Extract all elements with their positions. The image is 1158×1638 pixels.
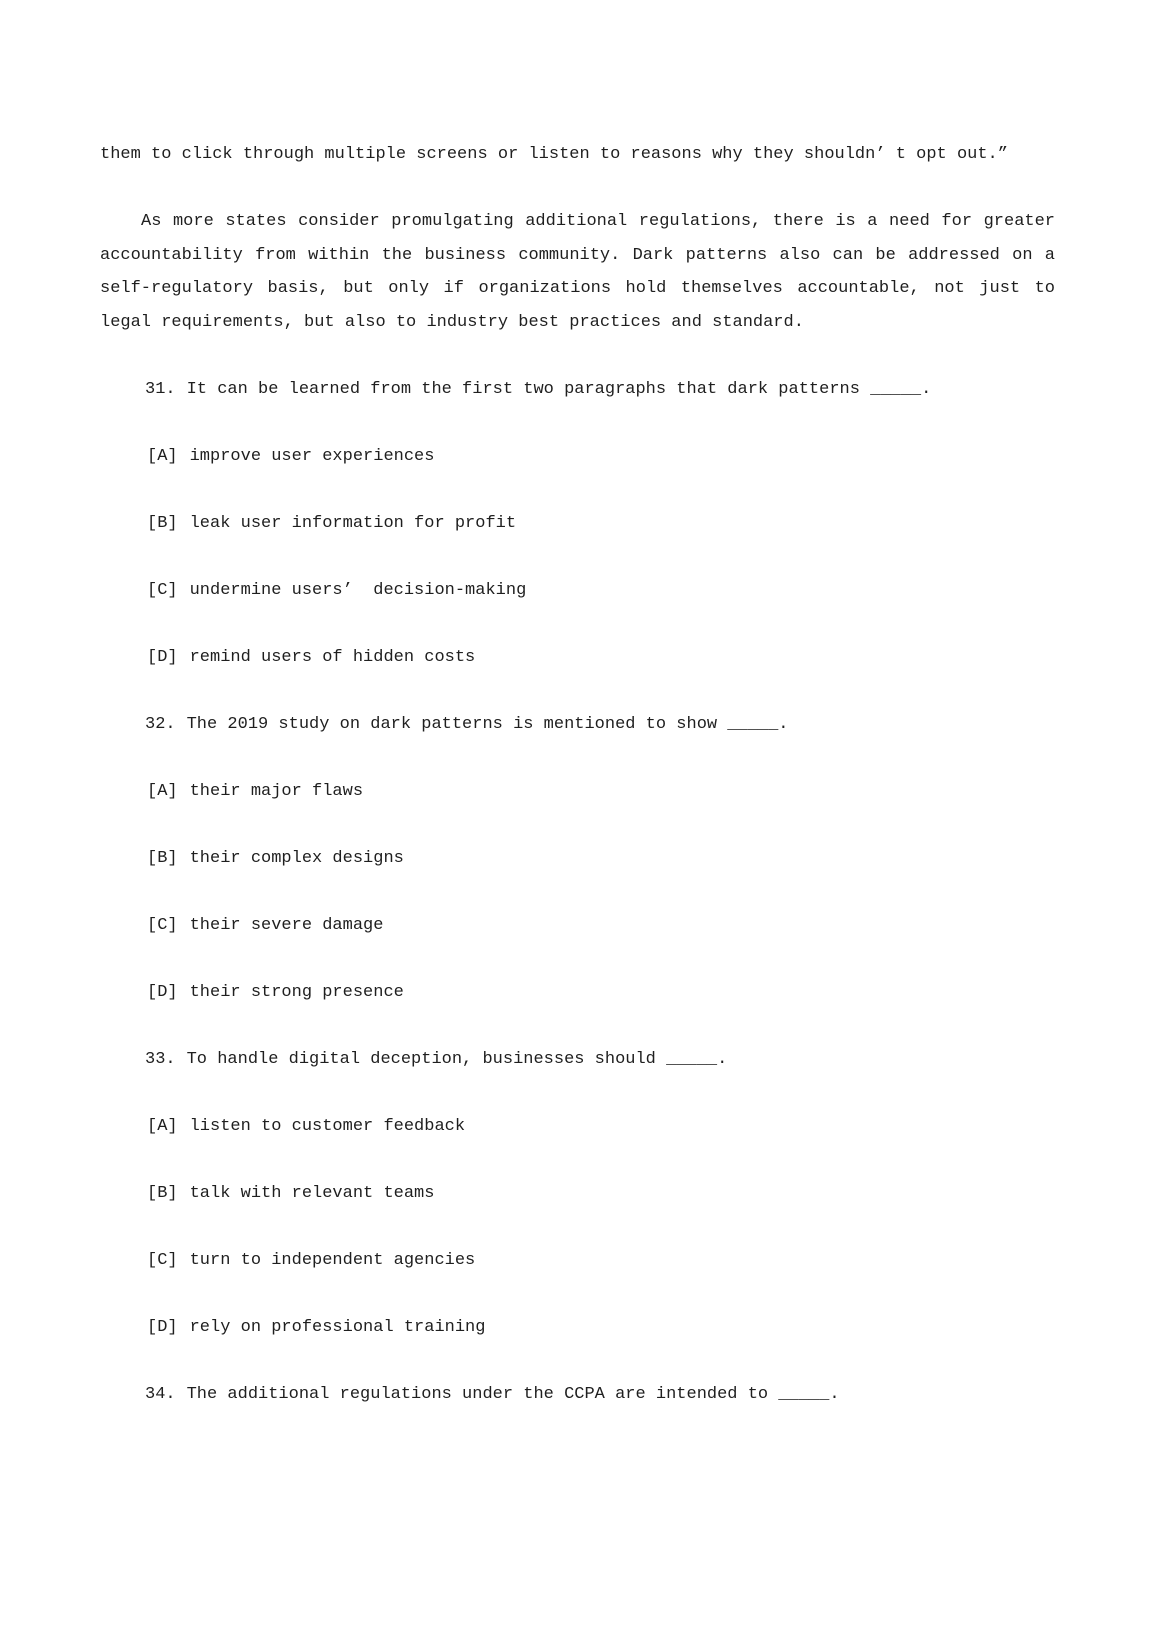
question-31-option-a [100,440,1055,474]
question-32-option-a [100,775,1055,809]
question-33-option-a [100,1110,1055,1144]
option-label: [C] [147,915,178,935]
question-text: To handle digital deception, businesses should _____. [186,1049,728,1069]
option-text: listen to customer feedback [189,1116,466,1136]
option-text: their complex designs [189,848,404,868]
option-label: [A] [147,446,178,466]
question-33 [100,1043,1055,1077]
question-31-option-b [100,507,1055,541]
question-number: 31. [145,379,176,399]
question-31 [100,373,1055,407]
option-label: [D] [147,982,178,1002]
option-label: [B] [147,848,178,868]
option-label: [A] [147,781,178,801]
option-text: rely on professional training [189,1317,486,1337]
question-32-option-c [100,909,1055,943]
question-33-option-b [100,1177,1055,1211]
question-text: The additional regulations under the CCPA are intended to _____. [186,1384,840,1404]
option-label: [D] [147,1317,178,1337]
question-number: 33. [145,1049,176,1069]
option-text: their strong presence [189,982,404,1002]
option-text: remind users of hidden costs [189,647,476,667]
question-33-option-c [100,1244,1055,1278]
question-32 [100,708,1055,742]
question-text: It can be learned from the first two paragraphs that dark patterns _____. [186,379,932,399]
question-31-option-c [100,574,1055,608]
option-label: [D] [147,647,178,667]
option-label: [C] [147,580,178,600]
question-text: The 2019 study on dark patterns is mentioned to show _____. [186,714,789,734]
body-paragraph: As more states consider promulgating additional regulations, there is a need for greater accountability from within the business community. Dark patterns also can be addressed on a self-regulatory basis, but only if organizations hold themselves accountable, not just to legal requirements, but also to industry best practices and standard. [100,212,1055,332]
option-text: their severe damage [189,915,384,935]
question-32-option-d [100,976,1055,1010]
question-31-option-d [100,641,1055,675]
option-text: talk with relevant teams [189,1183,435,1203]
question-32-option-b [100,842,1055,876]
option-label: [C] [147,1250,178,1270]
option-label: [A] [147,1116,178,1136]
option-text: leak user information for profit [189,513,517,533]
option-label: [B] [147,513,178,533]
option-text: improve user experiences [189,446,435,466]
option-text: undermine users’ decision-making [189,580,527,600]
paragraph-continuation-line: them to click through multiple screens or listen to reasons why they shouldn’ t opt out.” [100,145,1008,164]
option-label: [B] [147,1183,178,1203]
option-text: turn to independent agencies [189,1250,476,1270]
question-34 [100,1378,1055,1412]
question-33-option-d [100,1311,1055,1345]
question-number: 32. [145,714,176,734]
question-number: 34. [145,1384,176,1404]
option-text: their major flaws [189,781,364,801]
